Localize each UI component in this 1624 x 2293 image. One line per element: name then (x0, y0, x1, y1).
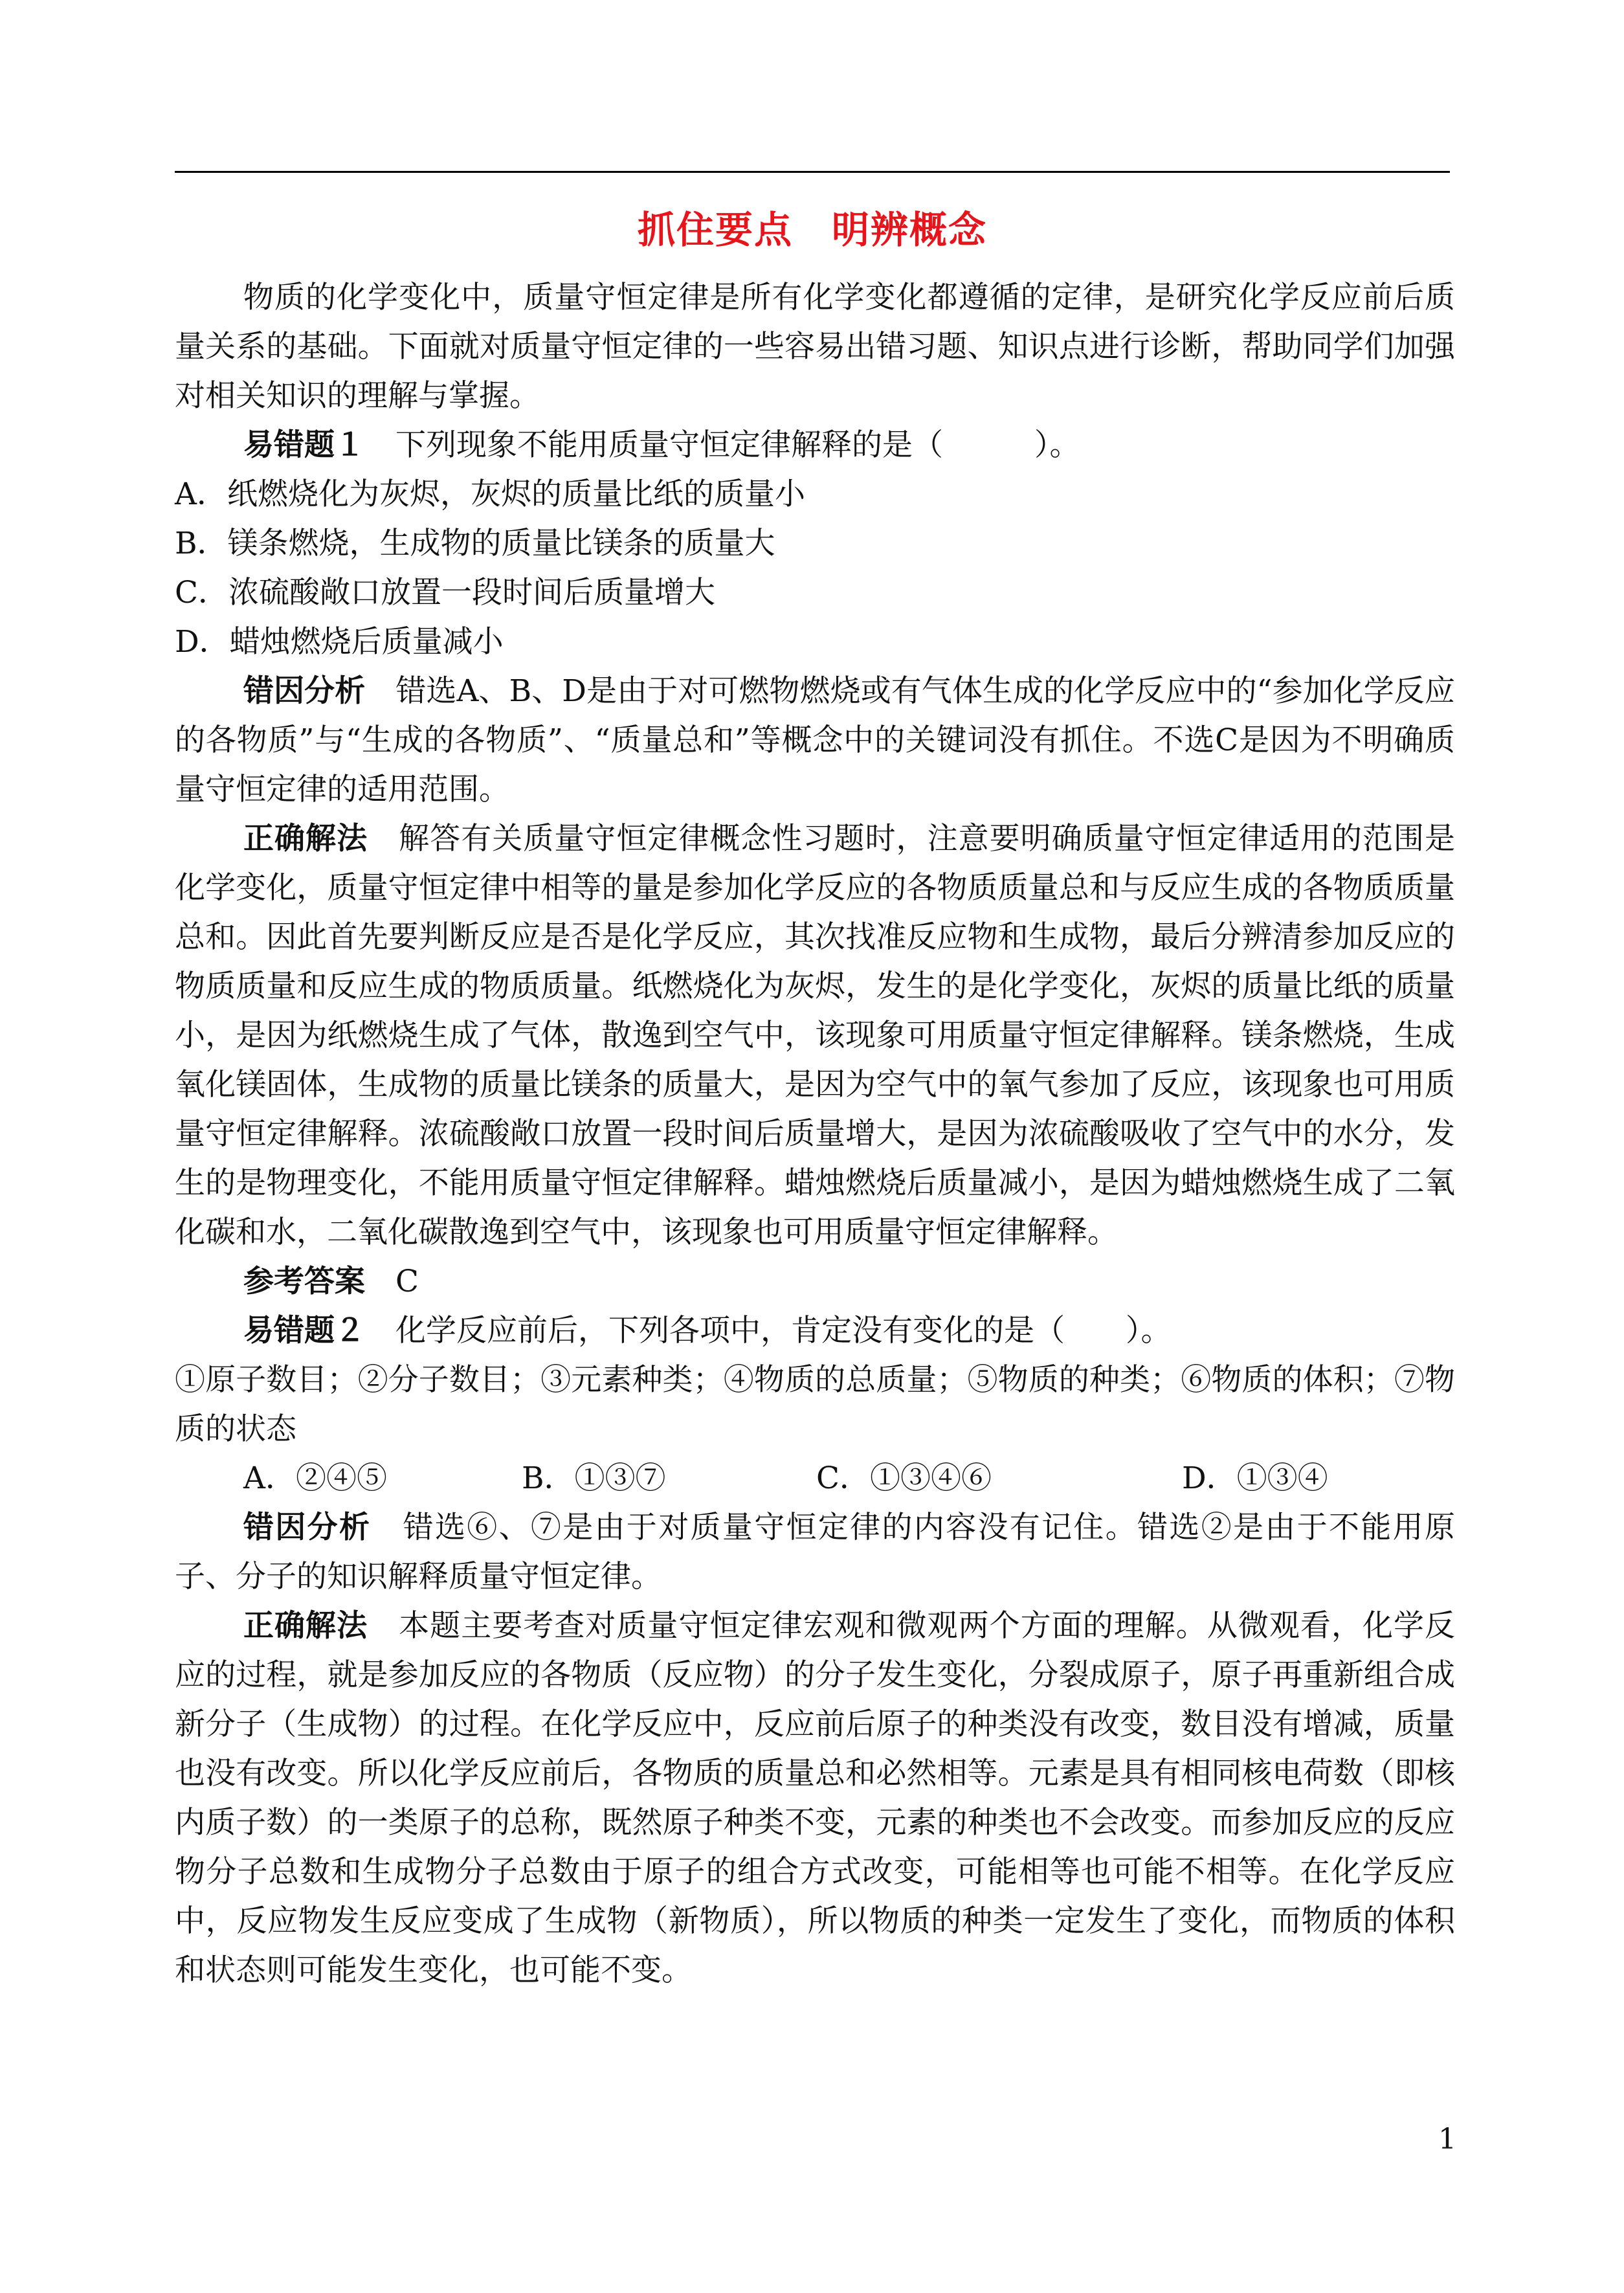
q2-option-b: B．①③⑦ (522, 1460, 666, 1496)
q2-label: 易错题２ (243, 1313, 395, 1348)
page-title: 抓住要点 明辨概念 (637, 208, 987, 252)
q2-error-label: 错因分析 (243, 1510, 403, 1545)
q2-question (175, 1306, 1455, 1356)
q1-solution (175, 814, 1455, 1257)
q1-error-label: 错因分析 (243, 673, 396, 709)
q2-option-a: A．②④⑤ (243, 1460, 387, 1496)
q1-answer (175, 1257, 1455, 1306)
q2-solution-label: 正确解法 (243, 1608, 399, 1644)
q1-question (175, 421, 1455, 470)
q2-question-text: 化学反应前后，下列各项中，肯定没有变化的是（ ）。 (395, 1313, 1172, 1348)
q2-solution (175, 1602, 1455, 1995)
page-number: 1 (1438, 2123, 1456, 2156)
q1-answer-text: C (395, 1264, 419, 1299)
article-body (175, 273, 1455, 1995)
q1-option-a: A．纸燃烧化为灰烬，灰烬的质量比纸的质量小 (175, 476, 805, 512)
q1-question-text: 下列现象不能用质量守恒定律解释的是（ ）。 (395, 427, 1080, 463)
q1-option-b: B．镁条燃烧，生成物的质量比镁条的质量大 (175, 526, 775, 561)
q2-error-analysis (175, 1503, 1455, 1602)
q1-option-c: C．浓硫酸敞口放置一段时间后质量增大 (175, 575, 715, 610)
q2-items: ①原子数目；②分子数目；③元素种类；④物质的总质量；⑤物质的种类；⑥物质的体积；⑦物质的状态 (175, 1362, 1455, 1447)
q2-option-d: D．①③④ (1182, 1460, 1328, 1496)
q1-solution-text: 解答有关质量守恒定律概念性习题时，注意要明确质量守恒定律适用的范围是化学变化，质量守恒定律中相等的量是参加化学反应的各物质质量总和与反应生成的各物质质量总和。因此首先要判断反应是否是化学反应，其次找准反应物和生成物，最后分辨清参加反应的物质质量和反应生成的物质质量。纸燃烧化为灰烬，发生的是化学变化，灰烬的质量比纸的质量小，是因为纸燃烧生成了气体，散逸到空气中，该现象可用质量守恒定律解释。镁条燃烧，生成氧化镁固体，生成物的质量比镁条的质量大，是因为空气中的氧气参加了反应，该现象也可用质量守恒定律解释。浓硫酸敞口放置一段时间后质量增大，是因为浓硫酸吸收了空气中的水分，发生的是物理变化，不能用质量守恒定律解释。蜡烛燃烧后质量减小，是因为蜡烛燃烧生成了二氧化碳和水，二氧化碳散逸到空气中，该现象也可用质量守恒定律解释。 (175, 821, 1456, 1250)
q1-error-analysis (175, 667, 1455, 814)
q2-error-text: 错选⑥、⑦是由于对质量守恒定律的内容没有记住。错选②是由于不能用原子、分子的知识解释质量守恒定律。 (175, 1510, 1456, 1594)
q1-error-text: 错选A、B、D是由于对可燃物燃烧或有气体生成的化学反应中的“参加化学反应的各物质”与“生成的各物质”、“质量总和”等概念中的关键词没有抓住。不选C是因为不明确质量守恒定律的适用范围。 (175, 673, 1455, 807)
intro-paragraph: 物质的化学变化中，质量守恒定律是所有化学变化都遵循的定律，是研究化学反应前后质量关系的基础。下面就对质量守恒定律的一些容易出错习题、知识点进行诊断，帮助同学们加强对相关知识的理解与掌握。 (175, 280, 1455, 414)
q1-answer-label: 参考答案 (243, 1264, 395, 1299)
q2-solution-text: 本题主要考查对质量守恒定律宏观和微观两个方面的理解。从微观看，化学反应的过程，就是参加反应的各物质（反应物）的分子发生变化，分裂成原子，原子再重新组合成新分子（生成物）的过程。在化学反应中，反应前后原子的种类没有改变，数目没有增减，质量也没有改变。所以化学反应前后，各物质的质量总和必然相等。元素是具有相同核电荷数（即核内质子数）的一类原子的总称，既然原子种类不变，元素的种类也不会改变。而参加反应的反应物分子总数和生成物分子总数由于原子的组合方式改变，可能相等也可能不相等。在化学反应中，反应物发生反应变成了生成物（新物质），所以物质的种类一定发生了变化，而物质的体积和状态则可能发生变化，也可能不变。 (175, 1608, 1456, 1988)
q2-options-row (175, 1454, 1455, 1503)
q2-option-c: C．①③④⑥ (816, 1460, 992, 1496)
header-rule (175, 171, 1450, 173)
q1-solution-label: 正确解法 (243, 821, 399, 856)
q1-label: 易错题１ (243, 427, 395, 463)
q1-option-d: D．蜡烛燃烧后质量减小 (175, 624, 504, 660)
